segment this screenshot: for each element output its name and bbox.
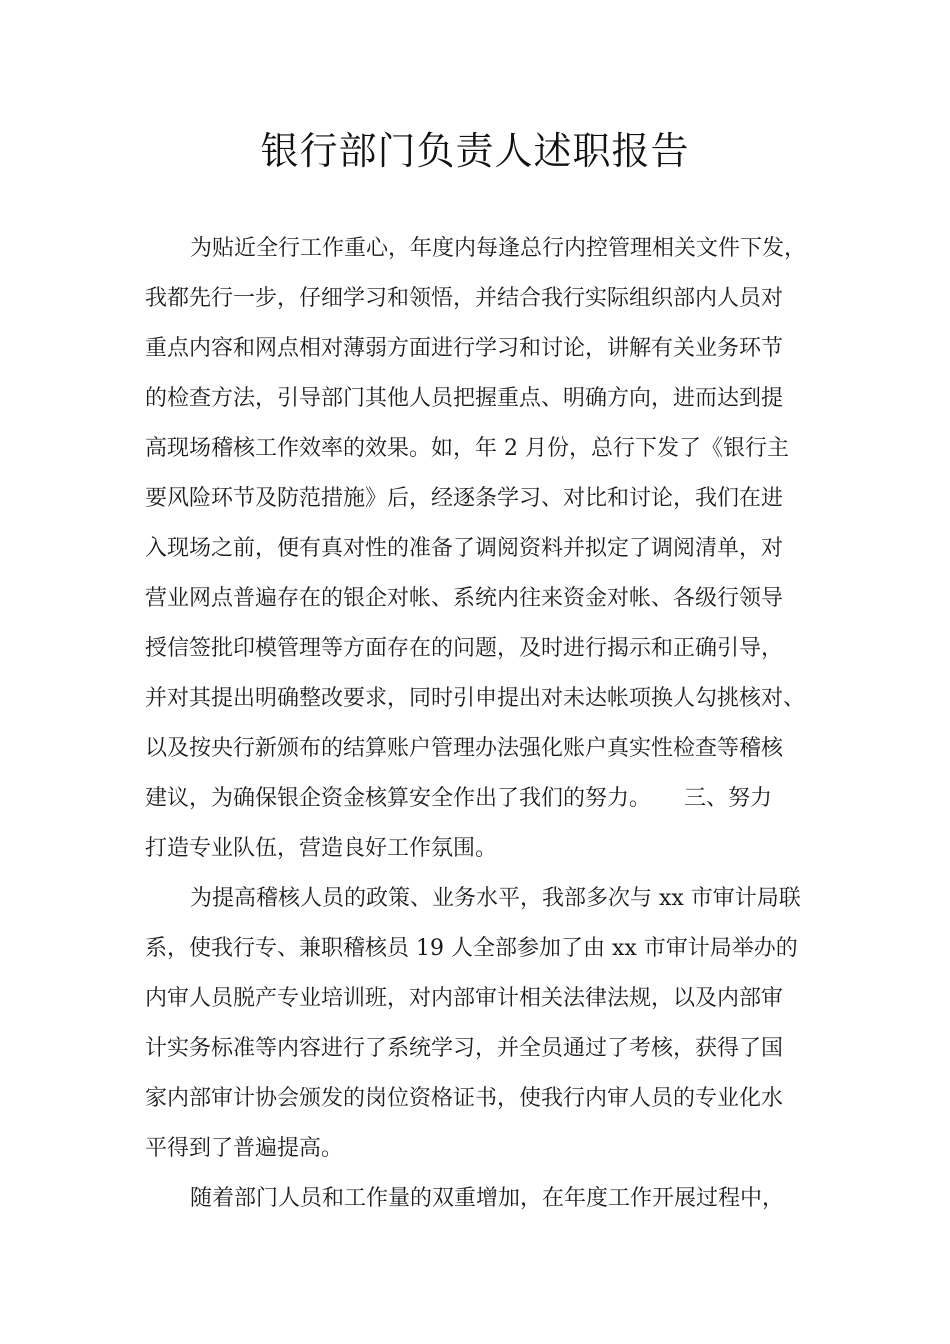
text-line: 平得到了普遍提高。 xyxy=(145,1136,344,1161)
document-title: 银行部门负责人述职报告 xyxy=(260,129,690,173)
text-line: 要风险环节及防范措施》后，经逐条学习、对比和讨论，我们在进 xyxy=(145,486,784,511)
text-line: 高现场稽核工作效率的效果。如，年 2 月份，总行下发了《银行主 xyxy=(145,436,789,461)
text-line: 为贴近全行工作重心，年度内每逢总行内控管理相关文件下发， xyxy=(190,236,807,261)
text-line: 随着部门人员和工作量的双重增加，在年度工作开展过程中， xyxy=(190,1186,785,1211)
text-line: 系，使我行专、兼职稽核员 19 人全部参加了由 xx 市审计局举办的 xyxy=(145,936,798,961)
text-line: 入现场之前，便有真对性的准备了调阅资料并拟定了调阅清单，对 xyxy=(145,536,784,561)
text-line: 内审人员脱产专业培训班，对内部审计相关法律法规，以及内部审 xyxy=(145,986,784,1011)
text-line: 重点内容和网点相对薄弱方面进行学习和讨论，讲解有关业务环节 xyxy=(145,336,784,361)
text-line: 计实务标准等内容进行了系统学习，并全员通过了考核，获得了国 xyxy=(145,1036,784,1061)
text-line: 的检查方法，引导部门其他人员把握重点、明确方向，进而达到提 xyxy=(145,386,784,411)
text-line: 家内部审计协会颁发的岗位资格证书，使我行内审人员的专业化水 xyxy=(145,1086,784,1111)
text-line: 并对其提出明确整改要求，同时引申提出对未达帐项换人勾挑核对、 xyxy=(145,686,806,711)
text-line: 建议，为确保银企资金核算安全作出了我们的努力。 三、努力 xyxy=(145,786,773,811)
text-line: 打造专业队伍，营造良好工作氛围。 xyxy=(145,836,498,861)
text-line: 授信签批印模管理等方面存在的问题，及时进行揭示和正确引导， xyxy=(145,636,784,661)
text-line: 以及按央行新颁布的结算账户管理办法强化账户真实性检查等稽核 xyxy=(145,736,784,761)
text-line: 为提高稽核人员的政策、业务水平，我部多次与 xx 市审计局联 xyxy=(190,886,801,911)
text-line: 营业网点普遍存在的银企对帐、系统内往来资金对帐、各级行领导 xyxy=(145,586,784,611)
text-line: 我都先行一步，仔细学习和领悟，并结合我行实际组织部内人员对 xyxy=(145,286,784,311)
